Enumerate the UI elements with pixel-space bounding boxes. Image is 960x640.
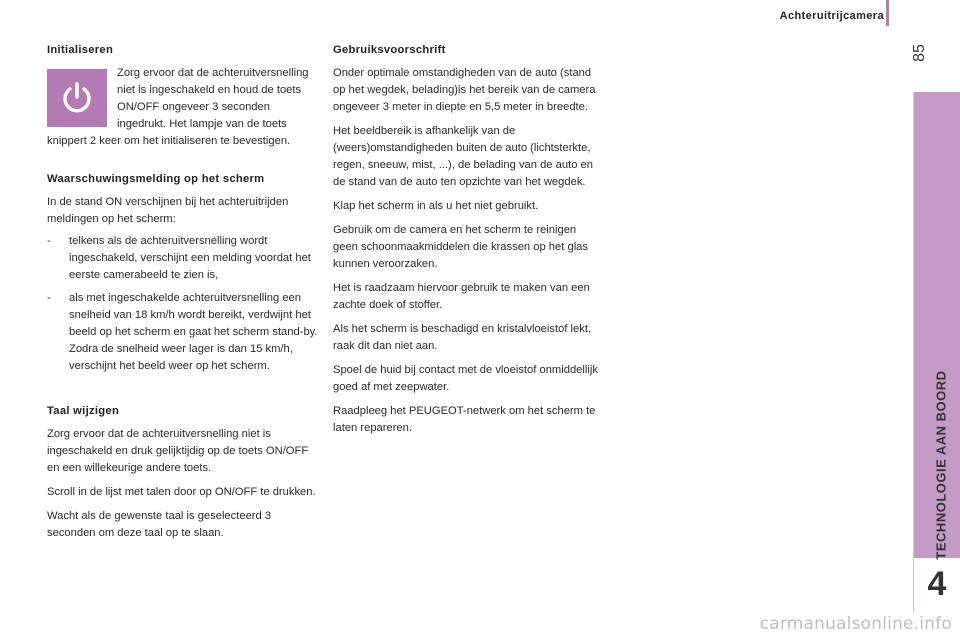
warning-intro: In de stand ON verschijnen bij het achteruitrijden meldingen op het scherm: [47,196,289,225]
usage-paragraph: Het beeldbereik is afhankelijk van de (weers)omstandigheden buiten de auto (lichtsterkte, regen, sneeuw, mist, ...), de belading van de auto en de stand van de auto ten opzichte van het wegdek. [333,125,593,188]
initialize-heading: Initialiseren [47,44,114,56]
warning-list [47,233,319,375]
usage-paragraph: Onder optimale omstandigheden van de auto (stand op het wegdek, belading)is het bereik van de camera ongeveer 3 meter in diepte en 5,5 meter in breedte. [333,67,596,113]
right-column [333,42,601,444]
usage-paragraph: Raadpleeg het PEUGEOT-netwerk om het scherm te laten repareren. [333,405,596,434]
usage-paragraph: Spoel de huid bij contact met de vloeistof onmiddellijk goed af met zeepwater. [333,364,598,393]
language-paragraph: Scroll in de lijst met talen door op ON/OFF te drukken. [47,486,316,498]
usage-paragraph: Gebruik om de camera en het scherm te reinigen geen schoonmaakmiddelen die krassen op het glas kunnen veroorzaken. [333,224,588,270]
power-icon [47,69,107,127]
language-heading: Taal wijzigen [47,405,120,417]
list-item: - telkens als de achteruitversnelling wordt ingeschakeld, verschijnt een melding voordat het eerste camerabeeld te zien is, [47,233,319,284]
chapter-tab-label-wrap [914,92,960,558]
list-item: - als met ingeschakelde achteruitversnelling een snelheid van 18 km/h wordt bereikt, verdwijnt het beeld op het scherm en gaat het scherm stand-by. Zodra de snelheid weer lager is dan 15 km/h, verschijnt het beeld weer op het scherm. [47,290,319,375]
section-title: Achteruitrijcamera [779,10,884,22]
warning-heading: Waarschuwingsmelding op het scherm [47,173,265,185]
language-paragraph: Wacht als de gewenste taal is geselecteerd 3 seconden om deze taal op te slaan. [47,510,272,539]
language-paragraph: Zorg ervoor dat de achteruitversnelling niet is ingeschakeld en druk gelijktijdig op de toets ON/OFF en een willekeurige andere toets. [47,428,309,474]
initialize-block [47,65,319,150]
page-number: 85 [911,44,928,62]
chapter-tab-label: TECHNOLOGIE AAN BOORD [933,370,949,560]
usage-paragraph: Het is raadzaam hiervoor gebruik te maken van een zachte doek of stoffer. [333,282,590,311]
usage-paragraph: Klap het scherm in als u het niet gebruikt. [333,200,539,212]
chapter-number: 4 [927,565,947,603]
usage-heading: Gebruiksvoorschrift [333,44,446,56]
initialize-text: Zorg ervoor dat de achteruitversnelling niet is ingeschakeld en houd de toets ON/OFF ongeveer 3 seconden ingedrukt. Het lampje van de toets knippert 2 keer om het initialiseren te bevestigen. [47,67,309,147]
left-column [47,42,319,549]
watermark-link[interactable]: carmanualsonline.info [759,614,952,634]
header-divider [886,0,889,26]
usage-paragraph: Als het scherm is beschadigd en kristalvloeistof lekt, raak dit dan niet aan. [333,323,592,352]
